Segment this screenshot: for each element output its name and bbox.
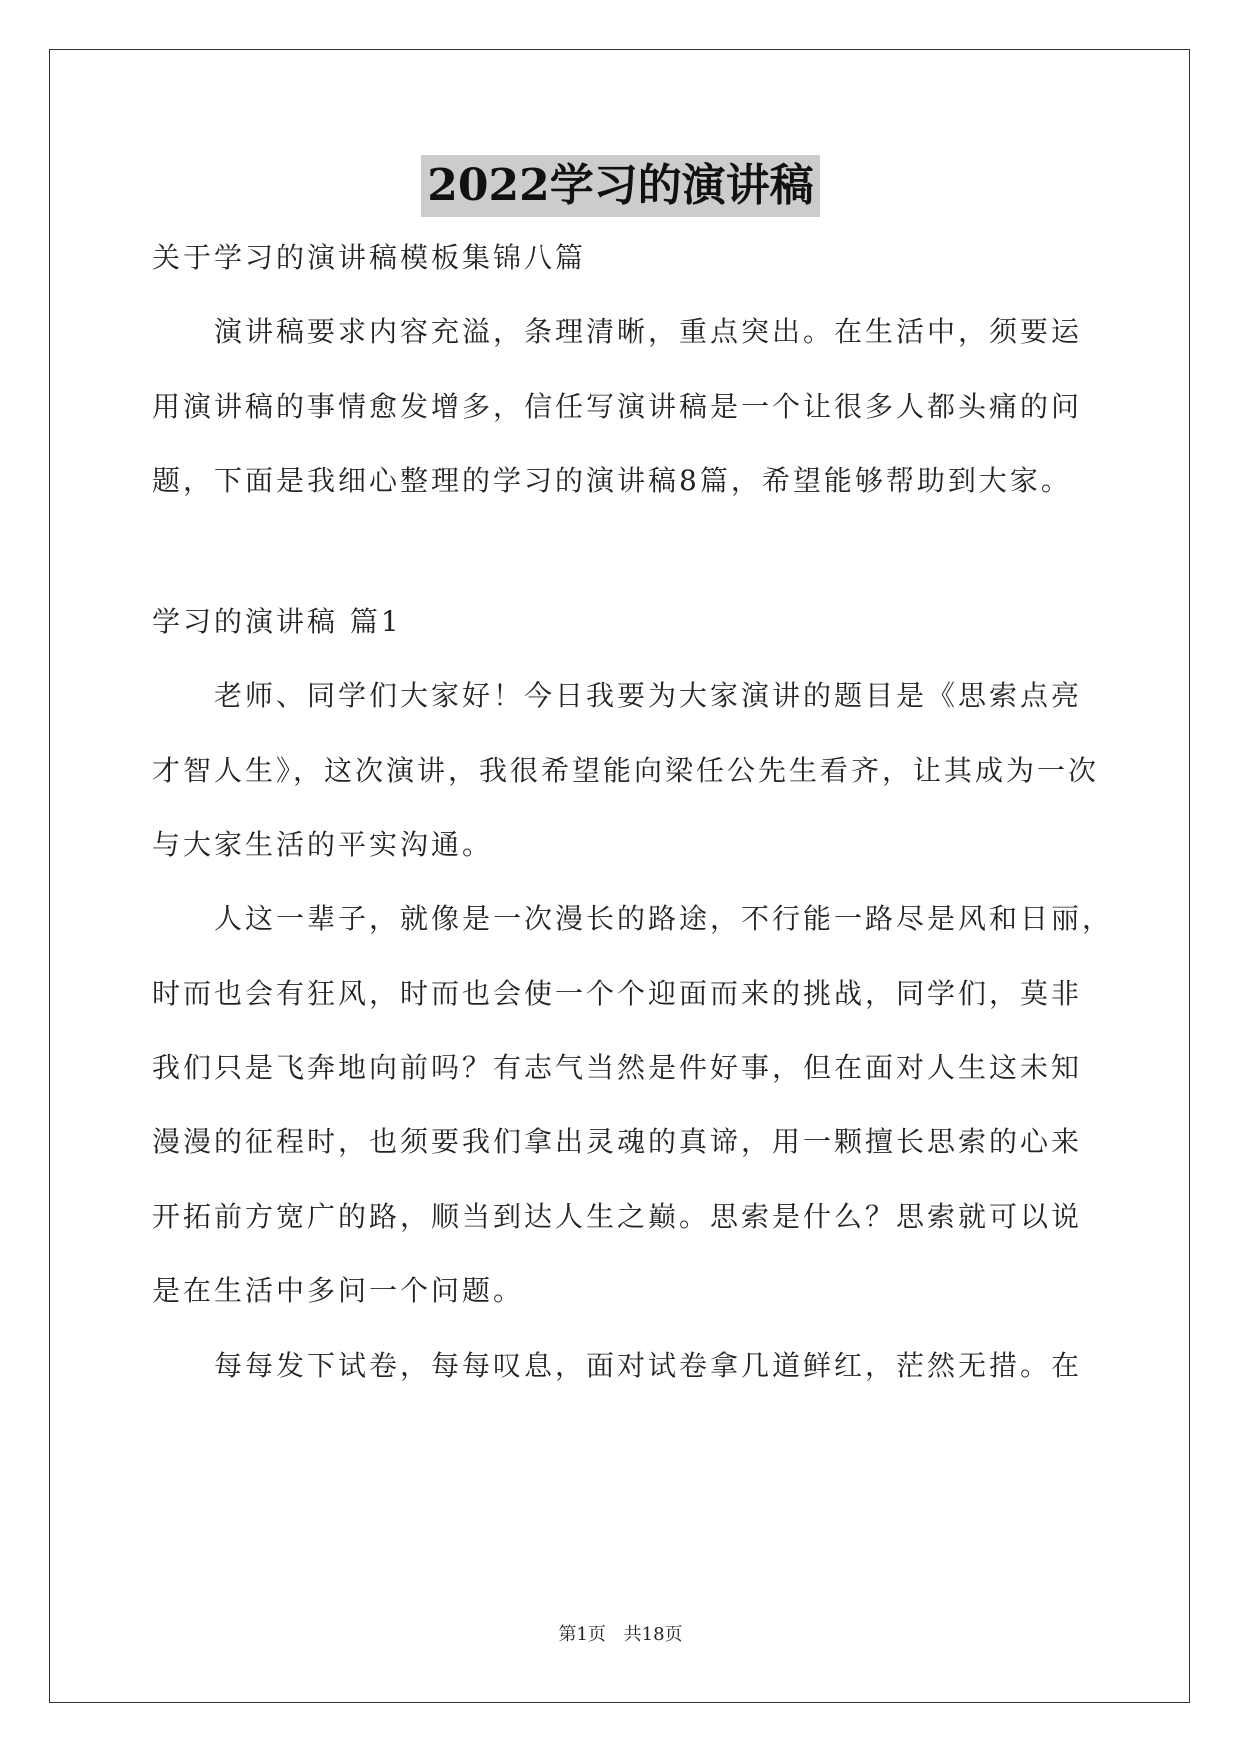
intro-line: 题，下面是我细心整理的学习的演讲稿8篇，希望能够帮助到大家。 <box>152 464 1072 497</box>
page-border <box>49 49 1190 1703</box>
paragraph-line: 才智人生》，这次演讲，我很希望能向梁任公先生看齐，让其成为一次 <box>152 754 1100 787</box>
paragraph-line: 时而也会有狂风，时而也会使一个个迎面而来的挑战，同学们，莫非 <box>152 977 1083 1010</box>
page-number: 第1页 <box>558 1624 606 1645</box>
document-title: 2022学习的演讲稿 <box>421 155 819 217</box>
paragraph-line: 我们只是飞奔地向前吗？有志气当然是件好事，但在面对人生这未知 <box>152 1051 1083 1084</box>
paragraph-line: 与大家生活的平实沟通。 <box>152 828 494 861</box>
paragraph-line: 每每发下试卷，每每叹息，面对试卷拿几道鲜红，茫然无措。在 <box>214 1349 1083 1382</box>
page-footer <box>0 1620 1241 1646</box>
intro-line: 演讲稿要求内容充溢，条理清晰，重点突出。在生活中，须要运 <box>214 315 1083 348</box>
paragraph-line: 人这一辈子，就像是一次漫长的路途，不行能一路尽是风和日丽， <box>214 902 1114 935</box>
paragraph-line: 是在生活中多问一个问题。 <box>152 1274 525 1307</box>
paragraph-line: 开拓前方宽广的路，顺当到达人生之巅。思索是什么？思索就可以说 <box>152 1200 1083 1233</box>
intro-line: 用演讲稿的事情愈发增多，信任写演讲稿是一个让很多人都头痛的问 <box>152 390 1083 423</box>
paragraph-line: 老师、同学们大家好！今日我要为大家演讲的题目是《思索点亮 <box>214 679 1083 712</box>
title-container <box>0 155 1241 217</box>
section-heading: 学习的演讲稿 篇1 <box>152 605 402 638</box>
paragraph-line: 漫漫的征程时，也须要我们拿出灵魂的真谛，用一颗擅长思索的心来 <box>152 1125 1083 1158</box>
page-total: 共18页 <box>623 1624 683 1645</box>
document-subtitle: 关于学习的演讲稿模板集锦八篇 <box>152 241 587 274</box>
